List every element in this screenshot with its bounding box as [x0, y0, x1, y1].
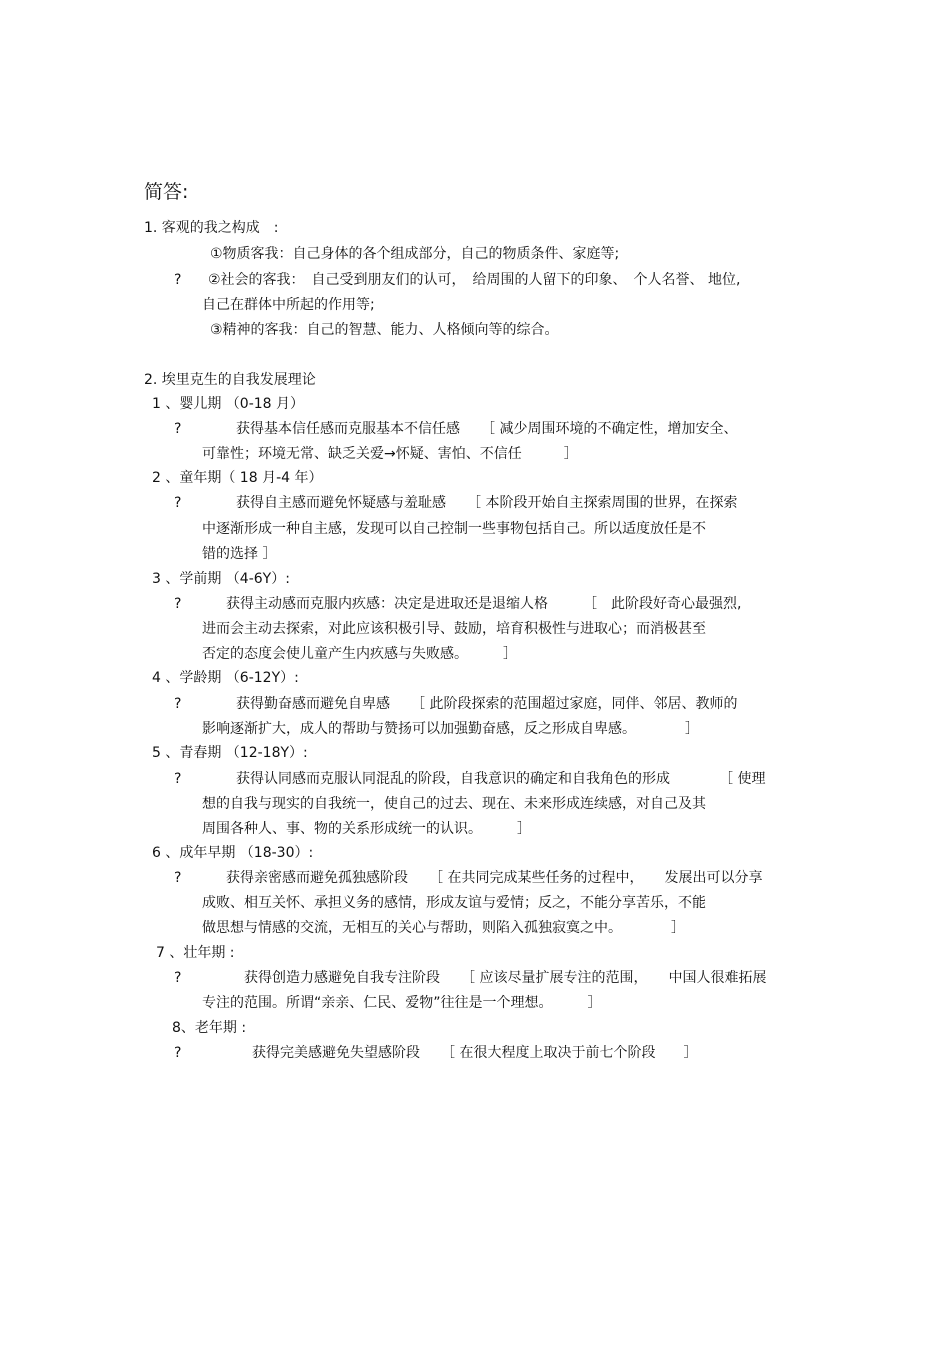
stage-line: 否定的态度会使儿童产生内疚感与失败感。 ］: [202, 646, 517, 662]
stage-title: 5 、青春期 （12-18Y）:: [152, 745, 308, 761]
q1-line-social: ②社会的客我： 自己受到朋友们的认可， 给周围的人留下的印象、 个人名誉、 地位,: [208, 272, 741, 288]
stage-title: 4 、学龄期 （6-12Y）:: [152, 670, 299, 686]
stage-title: 1 、婴儿期 （0-18 月）: [152, 396, 305, 412]
stage-line: 影响逐渐扩大，成人的帮助与赞扬可以加强勤奋感，反之形成自卑感。 ］: [202, 721, 699, 737]
q1-line-spiritual: ③精神的客我：自己的智慧、能力、人格倾向等的综合。: [210, 322, 559, 338]
stage-line: 获得勤奋感而避免自卑感 ［ 此阶段探索的范围超过家庭，同伴、邻居、教师的: [236, 696, 738, 712]
bullet-marker: ?: [174, 696, 182, 712]
stage-line: 获得完美感避免失望感阶段 ［ 在很大程度上取决于前七个阶段 ］: [252, 1045, 698, 1061]
bullet-marker: ?: [174, 771, 182, 787]
q1-line-material: ①物质客我：自己身体的各个组成部分，自己的物质条件、家庭等;: [210, 246, 620, 262]
q2-title: 2. 埃里克生的自我发展理论: [144, 372, 316, 388]
bullet-marker: ?: [174, 870, 182, 886]
stage-line: 获得自主感而避免怀疑感与羞耻感 ［ 本阶段开始自主探索周围的世界，在探索: [236, 495, 738, 511]
stage-line: 错的选择 ］: [202, 546, 277, 562]
stage-line: 获得亲密感而避免孤独感阶段 ［ 在共同完成某些任务的过程中， 发展出可以分享: [226, 870, 763, 886]
stage-title: 6 、成年早期 （18-30）:: [152, 845, 314, 861]
stage-line: 获得主动感而克服内疚感：决定是进取还是退缩人格 ［ 此阶段好奇心最强烈,: [226, 596, 742, 612]
bullet-marker: ?: [174, 272, 182, 288]
stage-title: 2 、童年期（ 18 月-4 年）: [152, 470, 323, 486]
bullet-marker: ?: [174, 495, 182, 511]
stage-line: 中逐渐形成一种自主感，发现可以自己控制一些事物包括自己。所以适度放任是不: [202, 521, 706, 537]
bullet-marker: ?: [174, 1045, 182, 1061]
heading: 简答:: [144, 181, 189, 203]
stage-line: 成败、相互关怀、承担义务的感情，形成友谊与爱情；反之，不能分享苦乐，不能: [202, 895, 706, 911]
bullet-marker: ?: [174, 970, 182, 986]
stage-line: 获得认同感而克服认同混乱的阶段，自我意识的确定和自我角色的形成 ［ 使理: [236, 771, 766, 787]
stage-line: 周围各种人、事、物的关系形成统一的认识。 ］: [202, 821, 531, 837]
q1-title: 1. 客观的我之构成 :: [144, 220, 279, 236]
stage-title: 3 、学前期 （4-6Y）:: [152, 571, 290, 587]
stage-line: 获得创造力感避免自我专注阶段 ［ 应该尽量扩展专注的范围， 中国人很难拓展: [244, 970, 767, 986]
stage-line: 获得基本信任感而克服基本不信任感 ［ 减少周围环境的不确定性，增加安全、: [236, 421, 738, 437]
bullet-marker: ?: [174, 596, 182, 612]
stage-line: 想的自我与现实的自我统一，使自己的过去、现在、未来形成连续感，对自己及其: [202, 796, 706, 812]
stage-line: 进而会主动去探索，对此应该积极引导、鼓励，培育积极性与进取心；而消极甚至: [202, 621, 706, 637]
stage-line: 做思想与情感的交流，无相互的关心与帮助，则陷入孤独寂寞之中。 ］: [202, 920, 685, 936]
stage-line: 可靠性；环境无常、缺乏关爱→怀疑、害怕、不信任 ］: [202, 446, 578, 462]
stage-line: 专注的范围。所谓“亲亲、仁民、爱物”往往是一个理想。 ］: [202, 995, 602, 1011]
stage-title: 7 、壮年期 :: [156, 945, 235, 961]
bullet-marker: ?: [174, 421, 182, 437]
stage-title: 8、老年期 :: [172, 1020, 247, 1036]
q1-line-social-cont: 自己在群体中所起的作用等;: [202, 297, 375, 313]
